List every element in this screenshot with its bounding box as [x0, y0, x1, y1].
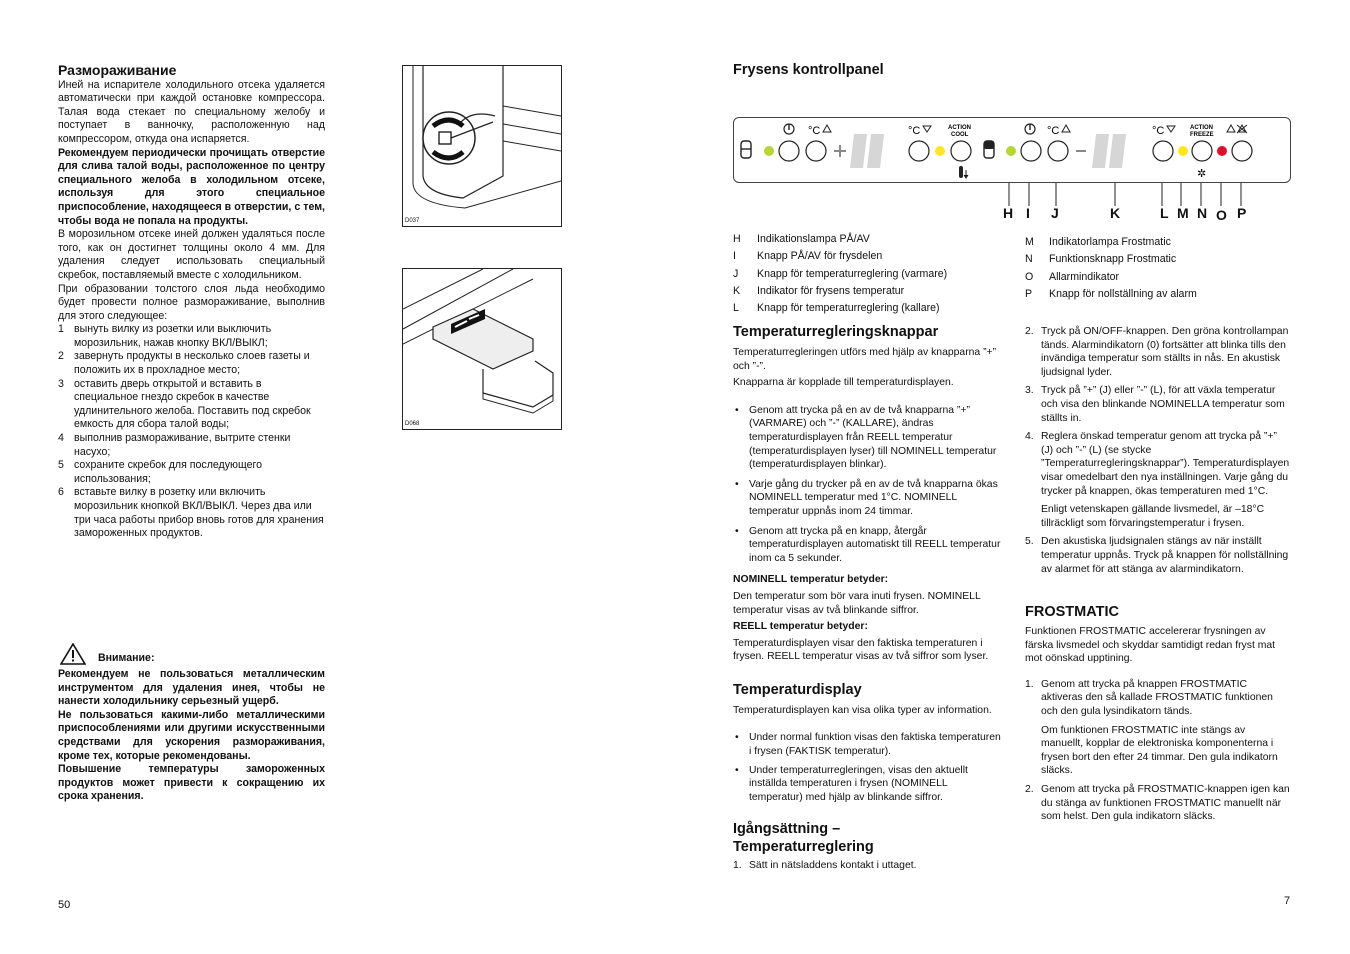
legend-item: P Knapp för nollställning av alarm — [1025, 287, 1197, 300]
defrost-para-1: Иней на испарителе холодильного отсека удаляется автоматически при каждой остановке компрессора. Талая вода стекает по специальному желобу и поступает в ванночку, расположенную над компрессором, откуда она испаряется. — [58, 78, 325, 145]
reell-text: Temperaturdisplayen visar den faktiska temperaturen i frysen. REELL temperatur visas av två siffror som lyser. — [733, 637, 989, 663]
fridge-power-led — [764, 146, 774, 156]
letter-i: I — [1026, 205, 1030, 221]
list-item: 1. Sätt in nätsladdens kontakt i uttaget. — [733, 860, 917, 872]
list-item: • Varje gång du trycker på en av de två knapparna ökas NOMINELL temperatur med 1°C. NOMINELL temperatur uppnås inom 24 timmar. — [733, 478, 1001, 519]
temp-buttons-list — [733, 404, 1001, 566]
legend-right — [1025, 234, 1295, 303]
left-column — [58, 64, 325, 541]
action-cool-label-2: COOL — [951, 132, 969, 138]
legend-item: J Knapp för temperaturreglering (varmare) — [733, 267, 948, 280]
list-item: 5 сохраните скребок для последующего использования; — [58, 459, 262, 485]
freezer-celsius-up-icon: °C — [1047, 125, 1060, 137]
list-item: Om funktionen FROSTMATIC inte stängs av manuellt, kopplar de elektroniska komponenterna i frysen bort den efter 24 timmar. Den gula indikatorn släcks. — [1041, 724, 1278, 777]
legend-item: M Indikatorlampa Frostmatic — [1025, 236, 1171, 248]
alarm-off-icon — [1237, 125, 1247, 133]
display-list — [733, 731, 1001, 804]
thermometer-icon — [959, 166, 963, 178]
celsius-up-icon: °C — [808, 125, 821, 137]
legend-left — [733, 231, 1013, 317]
action-cool-label-1: ACTION — [948, 125, 971, 131]
frostmatic-button[interactable] — [1192, 141, 1212, 161]
list-item: • Under normal funktion visas den faktiska temperaturen i frysen (FAKTISK temperatur). — [733, 731, 1001, 758]
nominell-text: Den temperatur som bör vara inuti frysen. NOMINELL temperatur visas av två blinkande siffror. — [733, 590, 981, 616]
frostmatic-heading: FROSTMATIC — [1025, 604, 1119, 621]
defrost-heading: Размораживание — [58, 62, 177, 78]
figure-2-label: D068 — [405, 421, 420, 427]
legend-item: I Knapp PÅ/AV för frysdelen — [733, 250, 883, 263]
frostmatic-led — [1178, 146, 1188, 156]
legend-item: O Allarmindikator — [1025, 270, 1120, 283]
right-column — [1025, 325, 1290, 824]
list-item: 4. Reglera önskad temperatur genom att trycka på ”+” (J) och ”-” (L) (se stycke ”Temperaturregleringsknappar”). Temperaturdisplayen visar omedelbart den nya inställningen. Varje gång du trycker på knappen, ökas temperaturen med 1°C. — [1025, 431, 1290, 497]
defrost-steps — [58, 323, 325, 541]
start-heading-1: Igångsättning – — [733, 821, 841, 838]
letter-h: H — [1003, 205, 1014, 221]
action-freeze-label-2: FREEZE — [1190, 132, 1214, 138]
scraper-illustration — [403, 269, 561, 429]
freezer-temp-display — [1092, 134, 1126, 168]
list-item: Enligt vetenskapen gällande livsmedel, är –18°C tillräckligt som förvaringstemperatur i frysen. — [1041, 504, 1265, 529]
temp-buttons-para-1: Temperaturregleringen utförs med hjälp av knapparna ”+” och ”-”. — [733, 347, 997, 372]
action-cool-led — [935, 146, 945, 156]
legend-item: H Indikationslampa PÅ/AV — [733, 233, 870, 245]
letter-n: N — [1197, 205, 1208, 221]
letter-p: P — [1237, 205, 1247, 221]
setup-steps — [1025, 325, 1290, 576]
temp-buttons-heading: Temperaturregleringsknappar — [733, 324, 939, 340]
frostmatic-para: Funktionen FROSTMATIC accelererar frysningen av färska livsmedel och skyddar samtidigt redan fryst mat mot oönskad upptining. — [1025, 626, 1276, 665]
freezer-power-button[interactable] — [1021, 141, 1041, 161]
fridge-minus-button[interactable] — [909, 141, 929, 161]
page-number-left: 50 — [58, 899, 71, 911]
display-para: Temperaturdisplayen kan visa olika typer av information. — [733, 704, 992, 716]
fridge-temp-display — [850, 134, 884, 168]
letter-m: M — [1177, 205, 1189, 221]
freezer-power-led — [1006, 146, 1016, 156]
list-item: 6 вставьте вилку в розетку или включить морозильник кнопкой ВКЛ/ВЫКЛ. Через два или три часа работы прибор вновь готов для хранения замороженных продуктов. — [58, 486, 324, 540]
fridge-temp-button[interactable] — [806, 141, 826, 161]
action-freeze-label-1: ACTION — [1190, 125, 1213, 131]
start-heading-2: Temperaturreglering — [733, 839, 874, 856]
warning-box — [58, 640, 325, 804]
list-item: 1 вынуть вилку из розетки или выключить морозильник, нажав кнопку ВКЛ/ВЫКЛ; — [58, 323, 272, 349]
control-panel — [733, 117, 1291, 183]
action-cool-button[interactable] — [951, 141, 971, 161]
list-item: 4 выполнив размораживание, вытрите стенки насухо; — [58, 432, 291, 458]
list-item: 5. Den akustiska ljudsignalen stängs av när inställt temperatur uppnås. Tryck på knappen för nollställning av alarmet för att stänga av alarmindikatorn. — [1025, 536, 1289, 575]
list-item: 2. Genom att trycka på FROSTMATIC-knappen igen kan du stänga av funktionen FROSTMATIC manuellt när som helst. Den gula indikatorn släcks. — [1025, 784, 1290, 823]
start-list — [733, 859, 1001, 873]
defrost-para-3: В морозильном отсеке иней должен удаляться после того, как он достигнет толщины около 4 мм. Для удаления следует использовать специальный скребок, поставляемый вместе с холодильником. — [58, 228, 325, 281]
alarm-reset-button[interactable] — [1232, 141, 1252, 161]
letter-k: K — [1110, 205, 1121, 221]
nominell-heading: NOMINELL temperatur betyder: — [733, 574, 889, 586]
letter-o: O — [1216, 207, 1227, 223]
warning-para-3: Повышение температуры замороженных продуктов может привести к сокращению их срока хранения. — [58, 763, 325, 803]
list-item: 2 завернуть продукты в несколько слоев газеты и положить их в прохладное место; — [58, 350, 310, 377]
freezer-celsius-down-icon: °C — [1152, 125, 1165, 137]
reell-heading: REELL temperatur betyder: — [733, 621, 868, 633]
list-item: 3 оставить дверь открытой и вставить в специальное гнездо скребок в качестве удлинительного желоба. Поставить под скребок емкость для сбора талой воды; — [58, 377, 311, 431]
legend-item: K Indikator för frysens temperatur — [733, 284, 905, 297]
alarm-icon — [1227, 125, 1235, 132]
defrost-para-4: При образовании толстого слоя льда необходимо будет провести полное размораживание, выполнив для этого следующее: — [58, 282, 325, 322]
freezer-warmer-button[interactable] — [1048, 141, 1068, 161]
warning-triangle-icon — [60, 643, 86, 665]
legend-item: L Knapp för temperaturreglering (kallare) — [733, 302, 940, 315]
alarm-led — [1217, 146, 1227, 156]
page-number-right: 7 — [1284, 895, 1291, 907]
list-item: • Genom att trycka på en knapp, återgår temperaturdisplayen automatiskt till REELL temperatur inom ca 5 sekunder. — [733, 525, 1001, 566]
list-item: 3. Tryck på ”+” (J) eller ”-” (L), för att växla temperatur och visa den blinkande NOMINELLA temperatur som ställts in. — [1025, 385, 1285, 424]
figure-1-label: D037 — [405, 218, 420, 224]
snowflake-icon: ✲ — [1197, 168, 1207, 180]
drain-cleaning-illustration — [403, 66, 561, 226]
warning-para-2: Не пользоваться какими-либо металлическими приспособлениями или другими искусственными средствами для ускорения размораживания, кроме тех, которые рекомендованы. — [58, 708, 325, 762]
fridge-plus-icon — [834, 145, 846, 157]
control-panel-illustration — [734, 118, 1290, 182]
warning-para-1: Рекомендуем не пользоваться металлическим инструментом для удаления инея, чтобы не нанести холодильнику серьезный ущерб. — [58, 668, 325, 708]
warning-title: Внимание: — [98, 652, 155, 665]
list-item: 1. Genom att trycka på knappen FROSTMATIC aktiveras den så kallade FROSTMATIC funktionen och den gula lysindikatorn tänds. — [1025, 678, 1273, 718]
middle-column — [733, 323, 1001, 873]
temp-buttons-para-2: Knapparna är kopplade till temperaturdisplayen. — [733, 377, 954, 389]
figure-drain-cleaning — [402, 65, 562, 227]
celsius-down-icon: °C — [908, 125, 921, 137]
list-item: • Under temperaturregleringen, visas den aktuellt inställda temperaturen i frysen (NOMINELL temperatur) med hjälp av blinkande siffror. — [733, 764, 1001, 805]
legend-item: N Funktionsknapp Frostmatic — [1025, 253, 1177, 266]
display-heading: Temperaturdisplay — [733, 681, 862, 698]
freezer-colder-button[interactable] — [1153, 141, 1173, 161]
letter-l: L — [1160, 205, 1169, 221]
frostmatic-steps — [1025, 678, 1290, 824]
page-title: Frysens kontrollpanel — [733, 62, 884, 78]
list-item: 2. Tryck på ON/OFF-knappen. Den gröna kontrollampan tänds. Alarmindikatorn (0) fortsätter att blinka tills den invändiga temperatur som ställts in nås. En akustisk ljudsignal lyder. — [1025, 326, 1289, 378]
defrost-para-2: Рекомендуем периодически прочищать отверстие для слива талой воды, расположенное по центру специального желоба в холодильном отсеке, используя для этого специальное приспособление, находящееся в отверстии, с тем, чтобы вода не попала на продукты. — [58, 146, 325, 227]
fridge-power-button[interactable] — [779, 141, 799, 161]
letter-j: J — [1051, 205, 1059, 221]
figure-scraper — [402, 268, 562, 430]
list-item: • Genom att trycka på en av de två knapparna ”+” (VARMARE) och ”-” (KALLARE), ändras temperaturdisplayen från REELL temperatur (temperaturdisplayen lyser) till NOMINELL temperatur (temperaturdisplayen blinkar). — [733, 404, 1001, 472]
